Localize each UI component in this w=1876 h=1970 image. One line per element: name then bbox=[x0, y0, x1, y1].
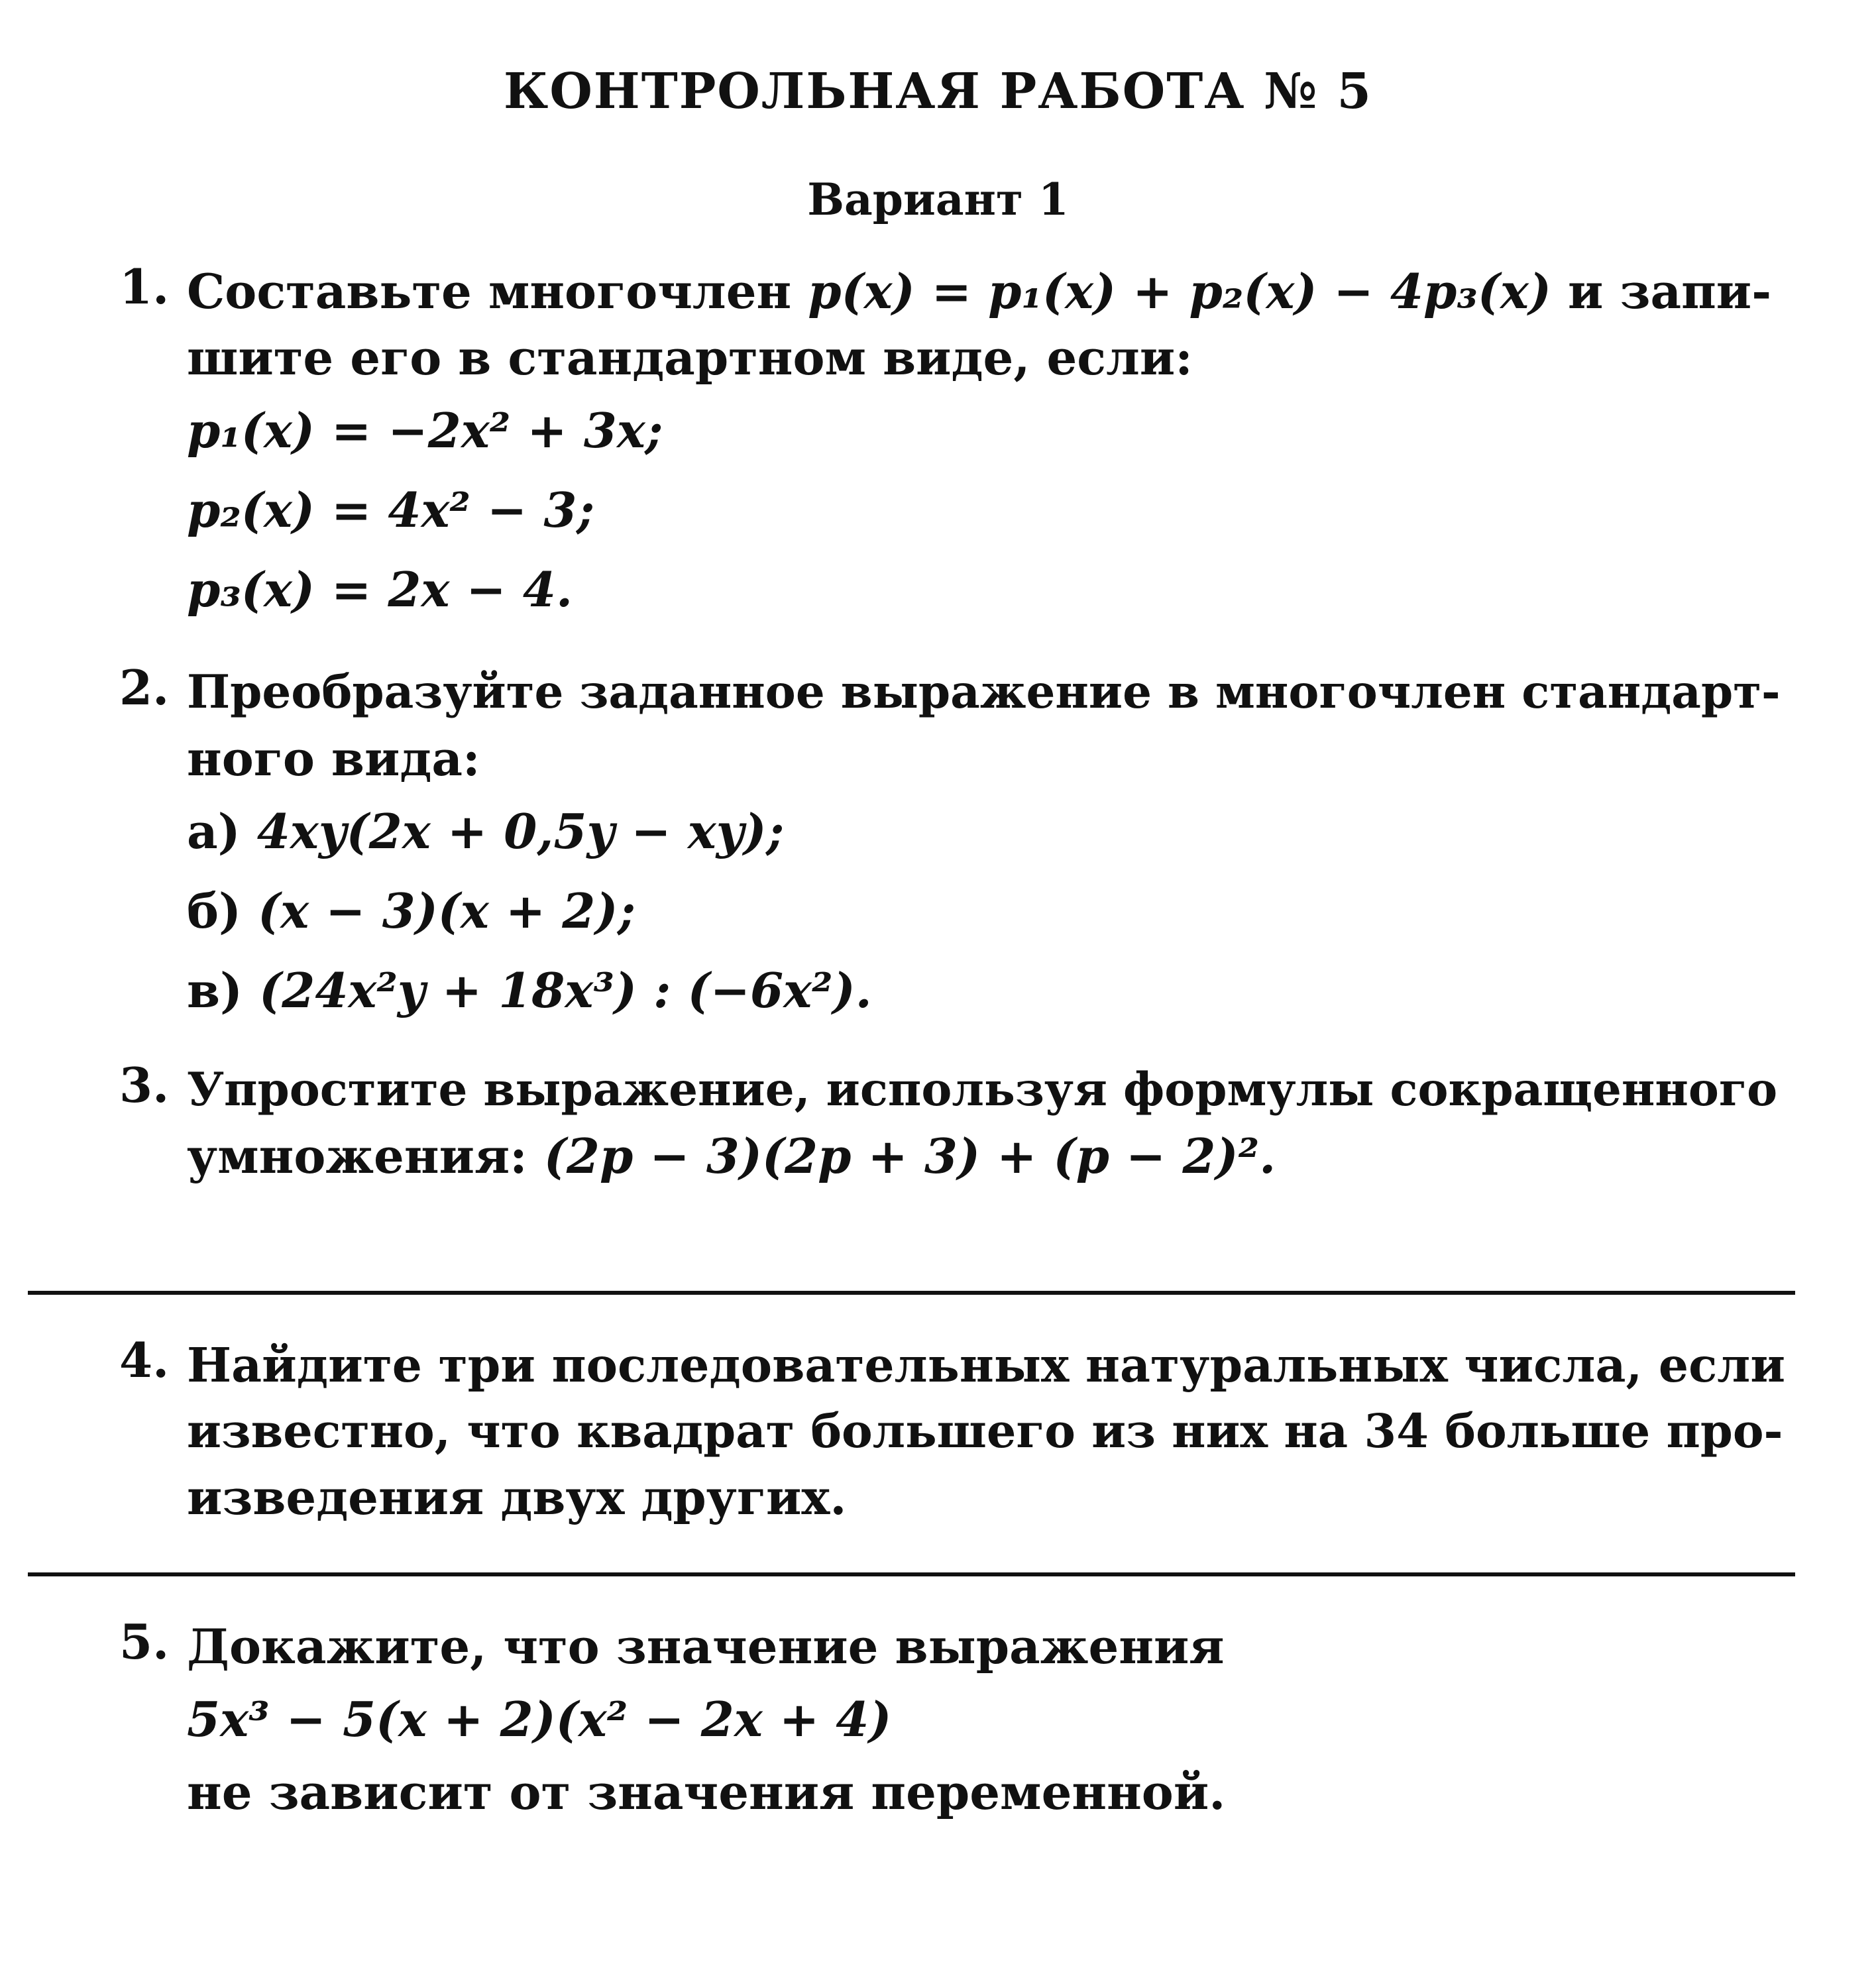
formula-line: p₃(x) = 2x − 4. bbox=[187, 561, 573, 618]
task-text-line: Докажите, что значение выражения bbox=[187, 1618, 1225, 1674]
sub-item-label: а) bbox=[187, 803, 241, 859]
task-text-line: не зависит от значения переменной. bbox=[187, 1764, 1226, 1820]
task-number: 2. bbox=[119, 659, 170, 716]
task-text-line: Преобразуйте заданное выражение в многочлен стандарт- bbox=[187, 665, 1781, 719]
task-number: 5. bbox=[119, 1614, 170, 1670]
sub-item bbox=[187, 792, 1790, 871]
sub-item bbox=[187, 951, 1790, 1030]
task-body bbox=[187, 1057, 1790, 1189]
formula-line: p₂(x) = 4x² − 3; bbox=[187, 482, 595, 538]
task-text-line: изведения двух других. bbox=[187, 1469, 847, 1525]
variant-heading: Вариант 1 bbox=[807, 174, 1069, 225]
divider-line bbox=[28, 1572, 1795, 1576]
task-text-line: Упростите выражение, используя формулы сокращенного bbox=[187, 1063, 1778, 1117]
task-body bbox=[187, 659, 1790, 1030]
task-text-line: Найдите три последовательных натуральных числа, если bbox=[187, 1337, 1786, 1393]
sub-item-expr: (24x²y + 18x³) : (−6x²). bbox=[259, 962, 872, 1018]
task-text: умножения: bbox=[187, 1128, 544, 1184]
task-body bbox=[187, 1332, 1790, 1531]
sub-item-expr: (x − 3)(x + 2); bbox=[258, 883, 635, 939]
formula-line: p₁(x) = −2x² + 3x; bbox=[187, 402, 663, 459]
task-text: Составьте многочлен bbox=[187, 263, 808, 319]
task-formula: (2p − 3)(2p + 3) + (p − 2)². bbox=[543, 1128, 1276, 1184]
task-text-line: ного вида: bbox=[187, 730, 480, 787]
sub-item bbox=[187, 871, 1790, 951]
task-number: 1. bbox=[119, 258, 170, 315]
page-title: КОНТРОЛЬНАЯ РАБОТА № 5 bbox=[504, 63, 1372, 120]
task-text: и запи- bbox=[1551, 263, 1772, 319]
task-number: 4. bbox=[119, 1332, 170, 1388]
divider-line bbox=[28, 1291, 1795, 1295]
task-text-line: шите его в стандартном виде, если: bbox=[187, 329, 1193, 386]
task-body bbox=[187, 1614, 1790, 1826]
formula-line: 5x³ − 5(x + 2)(x² − 2x + 4) bbox=[187, 1691, 892, 1747]
sub-item-label: в) bbox=[187, 962, 243, 1018]
sub-item-label: б) bbox=[187, 883, 242, 939]
task-formula: p(x) = p₁(x) + p₂(x) − 4p₃(x) bbox=[808, 263, 1551, 319]
sub-item-expr: 4xy(2x + 0,5y − xy); bbox=[256, 803, 785, 859]
task-number: 3. bbox=[119, 1057, 170, 1113]
task-text-line bbox=[187, 258, 1790, 325]
task-text-line: известно, что квадрат большего из них на 34 больше про- bbox=[187, 1403, 1783, 1458]
task-text-line bbox=[187, 1123, 1790, 1189]
task-body bbox=[187, 258, 1790, 629]
